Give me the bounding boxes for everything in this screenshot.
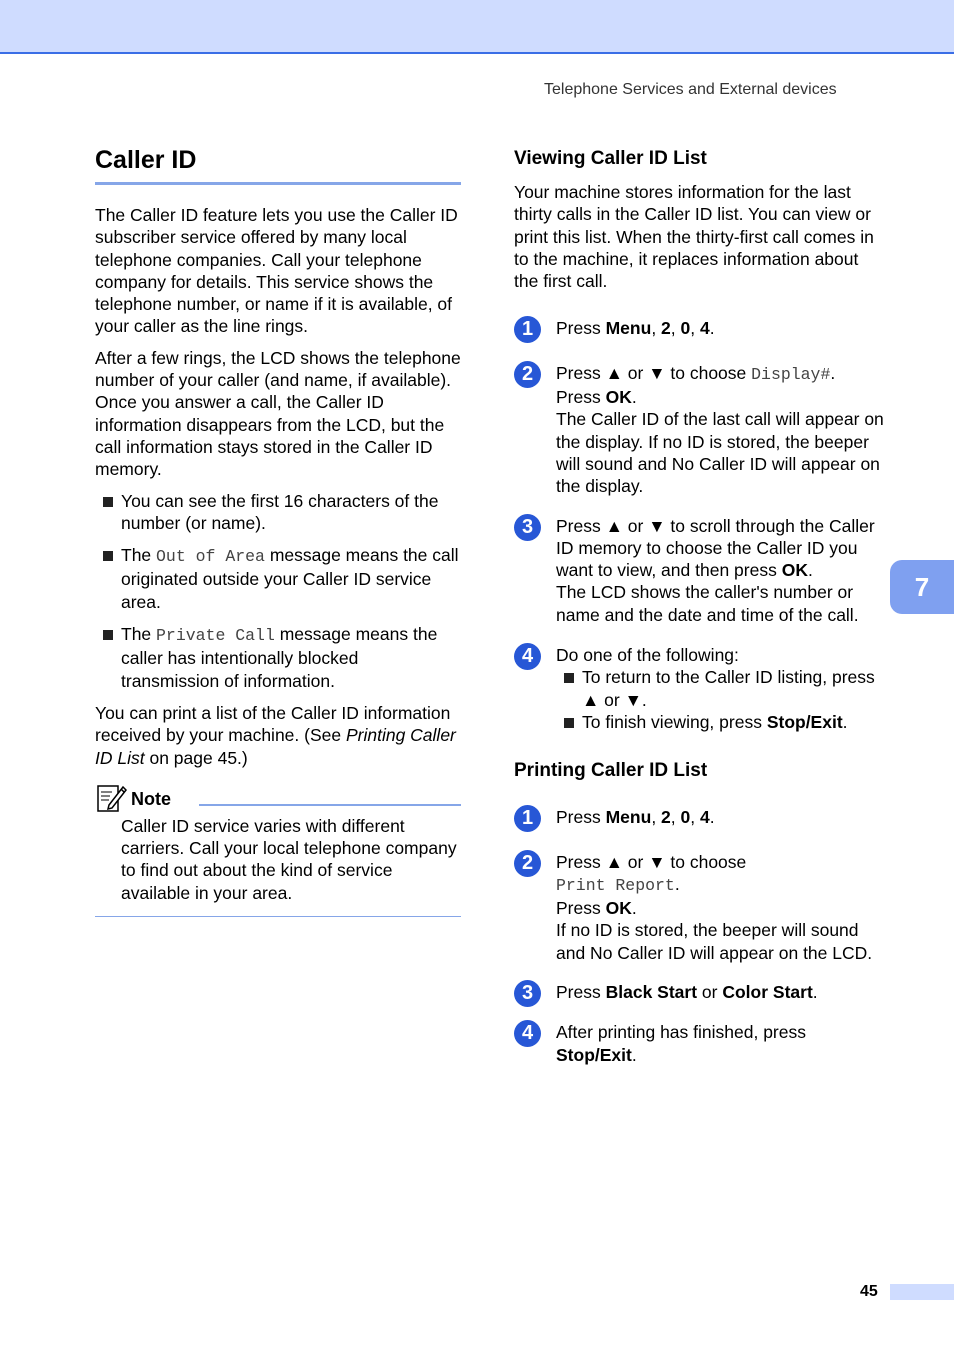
bullet-square-icon <box>564 673 574 683</box>
bullet-square-icon <box>103 551 113 561</box>
note-text: Caller ID service varies with different carriers. Call your local telephone company to find out about the kind of service available in your area. <box>121 815 457 903</box>
intro-paragraph: The Caller ID feature lets you use the Caller ID subscriber service offered by many local telephone companies. Call your telephone company for details. This service shows the telephone number, or name if it is available, of your caller as the line rings. <box>95 205 458 337</box>
step-number-icon: 1 <box>514 805 541 832</box>
header-band <box>0 0 954 54</box>
list-item: The Out of Area message means the call originated outside your Caller ID service area. <box>95 544 461 613</box>
bullet-square-icon <box>103 630 113 640</box>
viewing-heading: Viewing Caller ID List <box>514 148 707 169</box>
viewing-step-1: 1 Press Menu, 2, 0, 4. <box>514 317 886 339</box>
step-number-icon: 3 <box>514 980 541 1007</box>
step-number-icon: 3 <box>514 514 541 541</box>
page-number: 45 <box>860 1283 878 1300</box>
step-number-icon: 4 <box>514 1020 541 1047</box>
list-item: The Private Call message means the caller has intentionally blocked transmission of information. <box>95 623 461 692</box>
printing-step-1: 1 Press Menu, 2, 0, 4. <box>514 806 886 828</box>
printing-heading: Printing Caller ID List <box>514 760 708 782</box>
bullet-list <box>95 490 461 692</box>
cross-reference-link[interactable]: Printing Caller ID List <box>95 725 456 768</box>
lcd-option-code: Print Report <box>556 875 675 895</box>
step-number-icon: 2 <box>514 361 541 388</box>
step-number-icon: 1 <box>514 316 541 343</box>
list-item: You can see the first 16 characters of the number (or name). <box>95 490 461 535</box>
right-column <box>514 146 886 1066</box>
note-box <box>95 783 461 917</box>
lcd-message-code: Private Call <box>156 626 275 646</box>
page-number-bar <box>890 1284 954 1300</box>
printing-step-4: 4 After printing has finished, press Stop/Exit. <box>514 1021 886 1066</box>
print-list-paragraph: You can print a list of the Caller ID information received by your machine. (See Printing Caller ID List on page 45.) <box>95 702 456 768</box>
lcd-option-code: Display# <box>751 364 831 384</box>
note-bottom-rule <box>95 916 461 917</box>
list-item: To finish viewing, press Stop/Exit. <box>556 711 886 733</box>
lcd-paragraph: After a few rings, the LCD shows the telephone number of your caller (and name, if available). Once you answer a call, the Caller ID information disappears from the LCD, but the call information stays stored in the Caller ID memory. <box>95 347 461 480</box>
bullet-square-icon <box>103 497 113 507</box>
note-label: Note <box>131 788 171 809</box>
printing-step-2: 2 Press ▲ or ▼ to choose Print Report. Press OK. If no ID is stored, the beeper will sound and No Caller ID will appear on the LCD. <box>514 851 886 964</box>
left-column <box>95 144 461 917</box>
chapter-tab: 7 <box>890 560 954 614</box>
step-number-icon: 4 <box>514 643 541 670</box>
lcd-message-code: Out of Area <box>156 547 265 567</box>
step-number-icon: 2 <box>514 850 541 877</box>
viewing-step-2: 2 Press ▲ or ▼ to choose Display#. Press OK. The Caller ID of the last call will appear on the display. If no ID is stored, the beeper will sound and No Caller ID will appear on the display. <box>514 362 886 498</box>
note-rule <box>199 804 461 806</box>
section-title: Caller ID <box>95 144 461 185</box>
sub-option-list <box>556 666 886 733</box>
bullet-square-icon <box>564 718 574 728</box>
printing-step-3: 3 Press Black Start or Color Start. <box>514 981 886 1003</box>
list-item: To return to the Caller ID listing, press ▲ or ▼. <box>556 666 886 711</box>
running-title: Telephone Services and External devices <box>544 81 837 98</box>
note-pencil-icon <box>97 783 127 813</box>
viewing-step-3: 3 Press ▲ or ▼ to scroll through the Caller ID memory to choose the Caller ID you want to view, and then press OK. The LCD shows the caller's number or name and the date and time of the call. <box>514 515 886 626</box>
viewing-intro: Your machine stores information for the last thirty calls in the Caller ID list. You can view or print this list. When the thirty-first call comes in to the machine, it replaces information about the first call. <box>514 182 874 292</box>
viewing-step-4: 4 Do one of the following: To return to the Caller ID listing, press ▲ or ▼. To finish viewing, press Stop/Exit. <box>514 644 886 733</box>
